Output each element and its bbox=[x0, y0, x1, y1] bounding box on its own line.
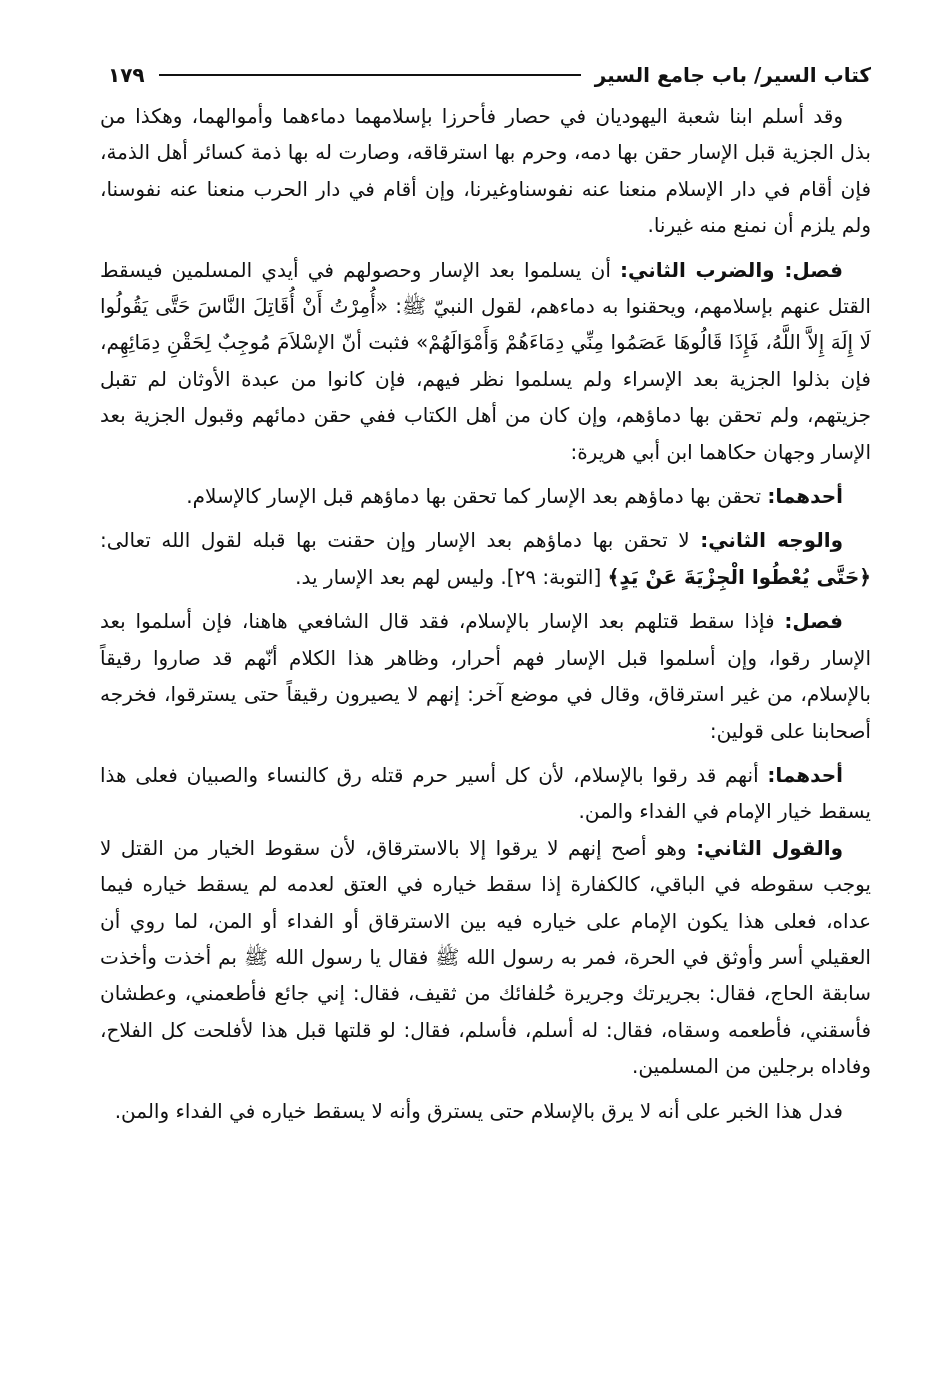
paragraph-5 bbox=[100, 603, 871, 749]
paragraph-text: أنهم قد رقوا بالإسلام، لأن كل أسير حرم قتله رق كالنساء والصبيان فعلى هذا يسقط خيار الإمام في الفداء والمن. bbox=[100, 762, 871, 824]
section-heading: والوجه الثاني: bbox=[700, 528, 844, 553]
running-title: كتاب السير/ باب جامع السير bbox=[594, 63, 871, 87]
page-number: ١٧٩ bbox=[108, 63, 145, 87]
section-heading: أحدهما: bbox=[767, 484, 843, 509]
section-heading: والقول الثاني: bbox=[696, 835, 843, 860]
paragraph-text: فدل هذا الخبر على أنه لا يرق بالإسلام حتى يسترق وأنه لا يسقط خياره في الفداء والمن. bbox=[114, 1098, 843, 1123]
page-body bbox=[100, 98, 871, 1137]
page-header bbox=[108, 58, 871, 92]
paragraph-2 bbox=[100, 252, 871, 470]
paragraph-6 bbox=[100, 757, 871, 830]
paragraph-8 bbox=[100, 1093, 871, 1129]
verse-citation: [التوبة: ٢٩]. وليس لهم بعد الإسار يد. bbox=[295, 564, 608, 589]
paragraph-text: تحقن بها دماؤهم بعد الإسار كما تحقن بها دماؤهم قبل الإسار كالإسلام. bbox=[186, 484, 768, 509]
header-rule bbox=[159, 74, 581, 76]
paragraph-3 bbox=[100, 478, 871, 514]
quran-verse: ﴿حَتَّى يُعْطُوا الْجِزْيَةَ عَنْ يَدٍ﴾ bbox=[607, 564, 871, 589]
paragraph-7 bbox=[100, 830, 871, 1085]
section-heading: أحدهما: bbox=[767, 762, 843, 787]
paragraph-text: فإذا سقط قتلهم بعد الإسار بالإسلام، فقد قال الشافعي هاهنا، فإن أسلموا بعد الإسار رقوا، وإن أسلموا قبل الإسار فهم أحرار، وظاهر هذا الكلام أنّهم قد صاروا رقيقاً بالإسلام، من غير استرقاق، وقال في موضع آخر: إنهم لا يصيرون رقيقاً حتى يسترقوا، فخرجه أصحابنا على قولين: bbox=[100, 609, 871, 743]
section-heading: فصل: والضرب الثاني: bbox=[620, 257, 843, 282]
paragraph-1 bbox=[100, 98, 871, 244]
paragraph-text: لا تحقن بها دماؤهم بعد الإسار وإن حقنت بها قبله لقول الله تعالى: bbox=[100, 528, 701, 553]
paragraph-text: وهو أصح إنهم لا يرقوا إلا بالاسترقاق، لأن سقوط الخيار من القتل لا يوجب سقوطه في الباقي، كالكفارة إذا سقط خياره في العتق لعدمه لم يسقط خياره فيما عداه، فعلى هذا يكون الإمام على خياره فيه بين الاسترقاق أو الفداء أو المن، لما روي أن العقيلي أسر وأوثق في الحرة، فمر به رسول الله ﷺ فقال يا رسول الله ﷺ بم أخذت وأخذت سابقة الحاج، فقال: بجريرتك وجريرة حُلفائك من ثقيف، فقال: إني جائع فأطعمني، وعطشان فأسقني، فأطعمه وسقاه، فقال: له أسلم، فأسلم، فقال: لو قلتها قبل هذا لأفلحت كل الفلاح، وفاداه برجلين من المسلمين. bbox=[100, 835, 871, 1079]
paragraph-text: أن يسلموا بعد الإسار وحصولهم في أيدي المسلمين فيسقط القتل عنهم بإسلامهم، ويحقنوا به دماءهم، لقول النبيّ ﷺ: «أُمِرْتُ أَنْ أُقَاتِلَ النَّاسَ حَتَّى يَقُولُوا لَا إِلَهَ إِلاَّ اللَّهُ، فَإِذَا قَالُوهَا عَصَمُوا مِنِّي دِمَاءَهُمْ وَأَمْوَالَهُمْ» فثبت أنّ الإسْلاَمَ مُوجِبٌ لِحَقْنِ دِمَائِهِم، فإن بذلوا الجزية بعد الإسراء ولم يسلموا نظر فيهم، فإن كانوا من عبدة الأوثان لم تقبل جزيتهم، ولم تحقن بها دماؤهم، وإن كان من أهل الكتاب ففي حقن دمائهم وقبول الجزية بعد الإسار وجهان حكاهما ابن أبي هريرة: bbox=[100, 257, 871, 464]
paragraph-text: وقد أسلم ابنا شعبة اليهوديان في حصار فأحرزا بإسلامهما دماءهما وأموالهما، وهكذا من بذل الجزية قبل الإسار حقن بها دمه، وحرم بها استرقاقه، وصارت له بها ذمة كسائر أهل الذمة، فإن أقام في دار الإسلام منعنا عنه نفوسناوغيرنا، وإن أقام في دار الحرب منعنا عنه نفوسنا، ولم يلزم أن نمنع منه غيرنا. bbox=[100, 104, 871, 238]
section-heading: فصل: bbox=[784, 609, 843, 634]
paragraph-4 bbox=[100, 522, 871, 595]
